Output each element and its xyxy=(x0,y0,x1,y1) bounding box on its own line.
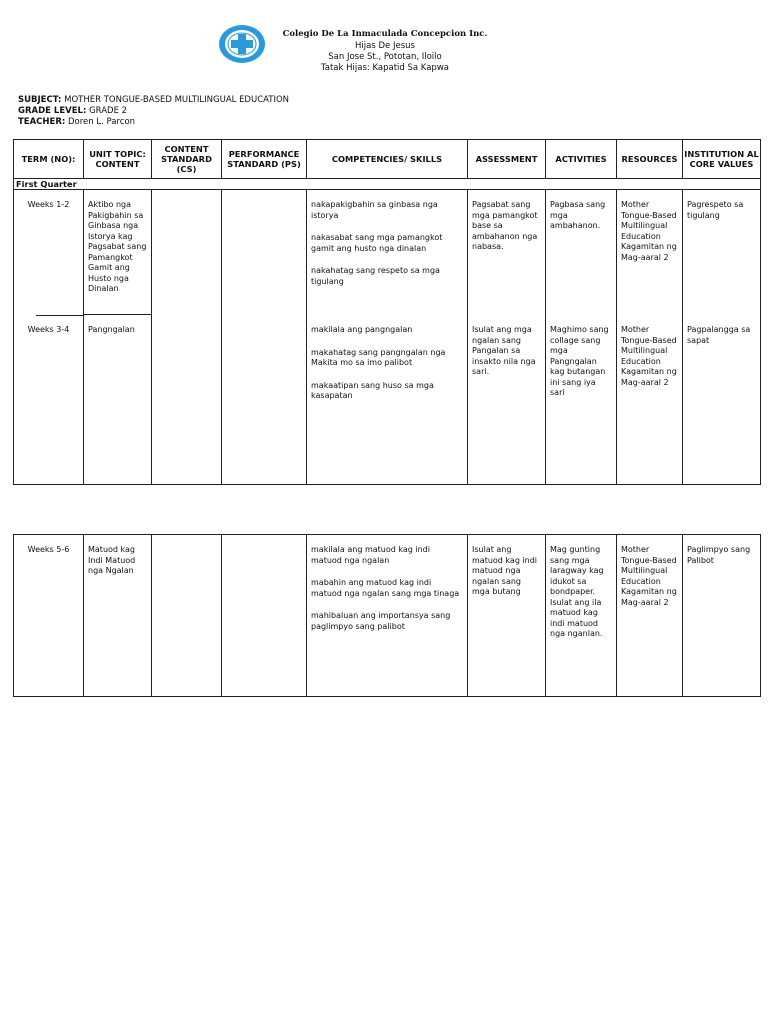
competencies-cell xyxy=(307,190,468,485)
competency: nakasabat sang mga pamangkot gamit ang husto nga dinalan xyxy=(311,233,443,253)
teacher-label: TEACHER: xyxy=(18,117,66,127)
column-header: INSTITUTION AL CORE VALUES xyxy=(683,140,761,179)
content-standard-cell xyxy=(152,535,222,697)
competency: makilala ang pangngalan xyxy=(311,325,413,334)
assessment-cell: Isulat ang matuod kag indi matuod nga ngalan sang mga butang xyxy=(468,535,546,697)
competency: mahibaluan ang importansya sang paglimpyo sang palibot xyxy=(311,611,451,631)
subject-label: SUBJECT: xyxy=(18,95,62,105)
subject-value: MOTHER TONGUE-BASED MULTILINGUAL EDUCATION xyxy=(64,95,290,105)
header-line: Tatak Hijas: Kapatid Sa Kapwa xyxy=(320,63,449,73)
competency: nakahatag sang respeto sa mga tigulang xyxy=(311,266,440,286)
header-line: Hijas De Jesus xyxy=(355,41,415,51)
column-header: ASSESSMENT xyxy=(468,140,546,179)
header-row xyxy=(14,140,761,179)
activities-text: Pagbasa sang mga ambahanon. xyxy=(550,200,606,230)
column-header: PERFORMANCE STANDARD (PS) xyxy=(222,140,307,179)
topic-cell: Pangngalan xyxy=(84,315,152,485)
values-text: Pagrespeto sa tigulang xyxy=(687,200,744,220)
values-cell: Paglimpyo sang Palibot xyxy=(683,535,761,697)
activities-cell xyxy=(546,190,617,485)
document-meta xyxy=(18,95,289,128)
topic-cell: Aktibo nga Pakigbahin sa Ginbasa nga Istorya kag Pagsabat sang Pamangkot Gamit ang Husto nga Dinalan xyxy=(84,190,152,315)
table-row xyxy=(14,190,761,315)
content-standard-cell xyxy=(152,190,222,485)
competency: makaatipan sang huso sa mga kasapatan xyxy=(311,380,434,400)
column-header: CONTENT STANDARD (CS) xyxy=(152,140,222,179)
assessment-text: Isulat ang mga ngalan sang Pangalan sa insakto nila nga sari. xyxy=(472,325,536,376)
column-header: UNIT TOPIC: CONTENT xyxy=(84,140,152,179)
resources-cell: Mother Tongue-Based Multilingual Education Kagamitan ng Mag-aaral 2 xyxy=(617,535,683,697)
grade-label: GRADE LEVEL: xyxy=(18,106,87,116)
resources-text: Mother Tongue-Based Multilingual Education Kagamitan ng Mag-aaral 2 xyxy=(621,325,677,387)
column-header: ACTIVITIES xyxy=(546,140,617,179)
values-text: Pagpalangga sa sapat xyxy=(687,325,751,345)
assessment-text: Pagsabat sang mga pamangkot base sa ambahanon nga nabasa. xyxy=(472,200,538,251)
grade-value: GRADE 2 xyxy=(89,106,128,116)
competency: makahatag sang pangngalan nga Makita mo sa imo palibot xyxy=(311,347,446,367)
resources-cell xyxy=(617,190,683,485)
activities-cell: Mag gunting sang mga laragway kag idukot sa bondpaper. Isulat ang ila matuod kag indi matuod nga nganlan. xyxy=(546,535,617,697)
term-cell: Weeks 3-4 xyxy=(14,315,84,485)
column-header: TERM (NO): xyxy=(14,140,84,179)
values-cell xyxy=(683,190,761,485)
term-cell: Weeks 1-2 xyxy=(14,190,84,315)
competency: makilala ang matuod kag indi matuod nga ngalan xyxy=(311,545,430,565)
assessment-cell xyxy=(468,190,546,485)
curriculum-table-1 xyxy=(13,139,761,485)
topic-cell: Matuod kag Indi Matuod nga Ngalan xyxy=(84,535,152,697)
column-header: RESOURCES xyxy=(617,140,683,179)
header-line: San Jose St., Pototan, Iloilo xyxy=(328,52,442,62)
school-name: Colegio De La Inmaculada Concepcion Inc. xyxy=(282,29,488,39)
activities-text: Maghimo sang collage sang mga Pangngalan kag butangan ini sang iya sari xyxy=(550,325,609,397)
term-cell: Weeks 5-6 xyxy=(14,535,84,697)
resources-text: Mother Tongue-Based Multilingual Education Kagamitan ng Mag-aaral 2 xyxy=(621,200,677,262)
performance-standard-cell xyxy=(222,535,307,697)
performance-standard-cell xyxy=(222,190,307,485)
competencies-cell xyxy=(307,535,468,697)
column-header: COMPETENCIES/ SKILLS xyxy=(307,140,468,179)
teacher-value: Doren L. Parcon xyxy=(68,117,136,127)
competency: nakapakigbahin sa ginbasa nga istorya xyxy=(311,200,438,220)
competency: mabahin ang matuod kag indi matuod nga ngalan sang mga tinaga xyxy=(311,578,460,598)
quarter-label: First Quarter xyxy=(14,179,761,190)
table-row xyxy=(14,535,761,697)
curriculum-table-2 xyxy=(13,534,761,697)
